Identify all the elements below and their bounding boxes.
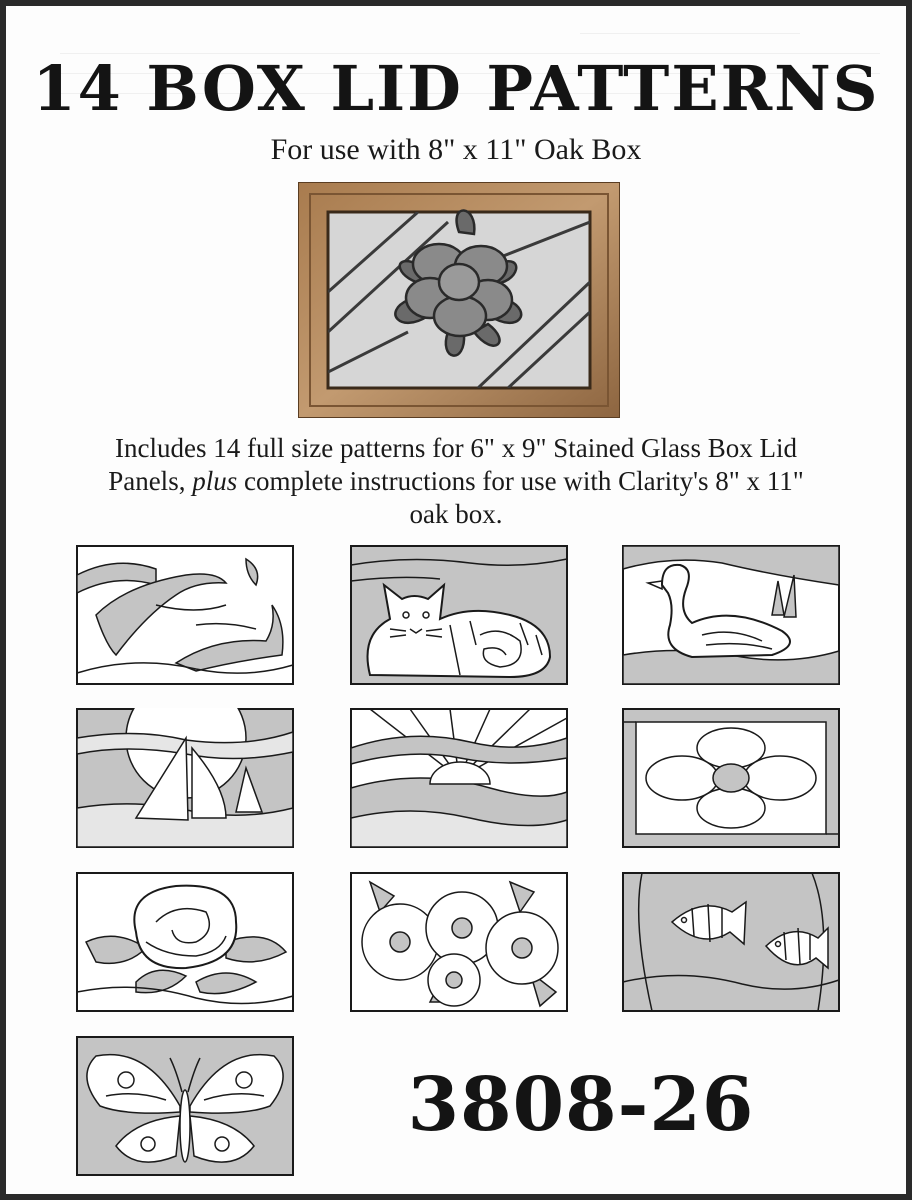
oak-box-photo: [298, 182, 620, 418]
page-title: 14 BOX LID PATTERNS: [32, 52, 880, 125]
description: Includes 14 full size patterns for 6" x 9" Stained Glass Box Lid Panels, plus complete instructions for use with Clarity's 8" x 11" oak box.: [108, 433, 804, 529]
pattern-sunset-hills: [350, 708, 568, 848]
pattern-cat: [350, 545, 568, 685]
product-code: 3808-26: [407, 1062, 755, 1148]
pattern-rose: [76, 872, 294, 1012]
pattern-tropical-fish: [622, 872, 840, 1012]
pattern-butterfly: [76, 1036, 294, 1176]
pattern-geometric-flower: [622, 708, 840, 848]
pattern-dogwood-flowers: [350, 872, 568, 1012]
pattern-dolphins: [76, 545, 294, 685]
page-subtitle: For use with 8" x 11" Oak Box: [270, 133, 642, 166]
pattern-sailboats: [76, 708, 294, 848]
pattern-swan: [622, 545, 840, 685]
